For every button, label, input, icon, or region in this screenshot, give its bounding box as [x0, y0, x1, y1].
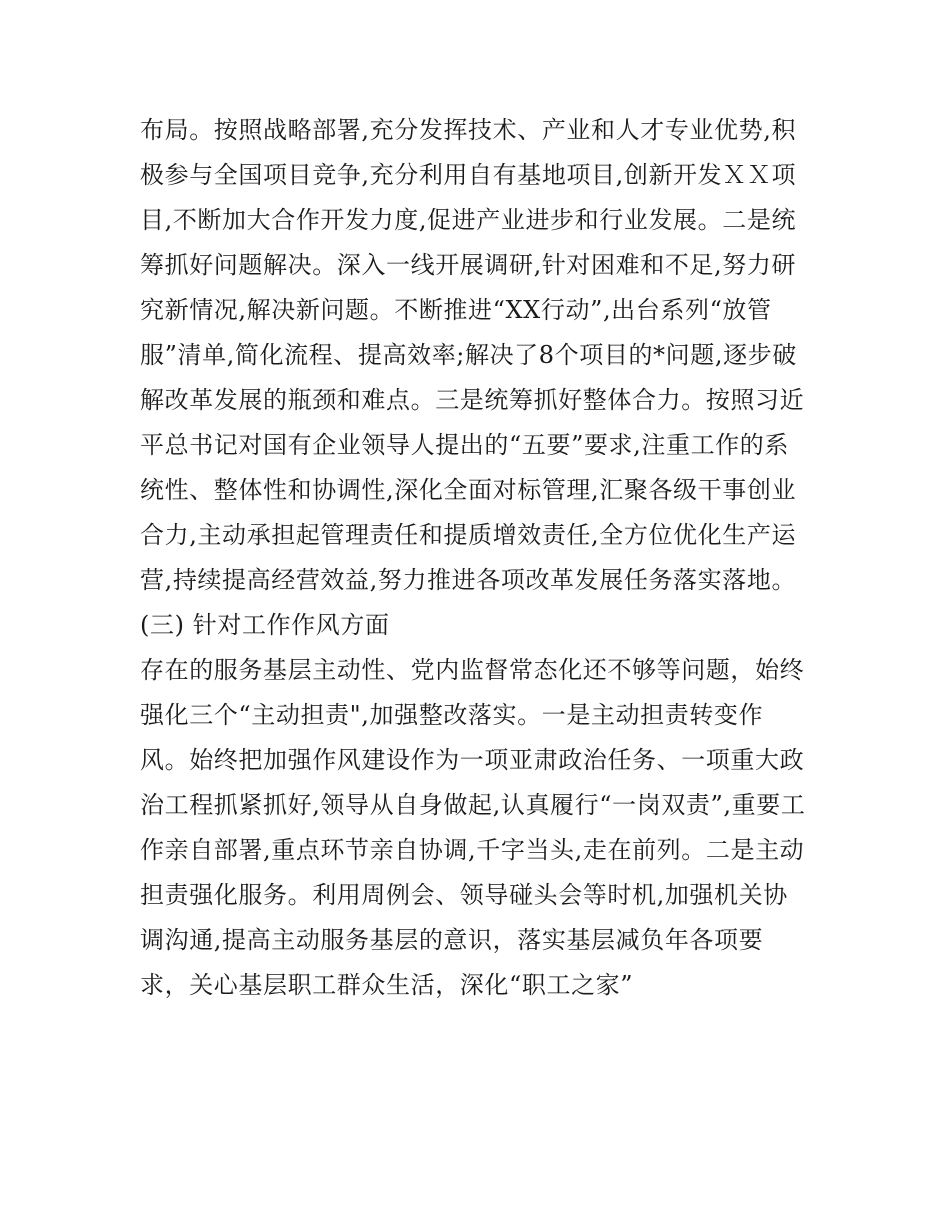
text-line: 筹抓好问题解决。深入一线开展调研,针对困难和不足,努力研	[140, 251, 797, 279]
text-line: 强化三个“主动担责",加强整改落实。一是主动担责转变作	[140, 701, 764, 729]
text-line: 平总书记对国有企业领导人提出的“五要”要求,注重工作的系	[140, 431, 789, 459]
text-line: 治工程抓紧抓好,领导从自身做起,认真履行“一岗双责”,重要工	[140, 791, 806, 819]
text-line: 布局。按照战略部署,充分发挥技术、产业和人才专业优势,积	[140, 116, 797, 144]
text-line: 目,不断加大合作开发力度,促进产业进步和行业发展。二是统	[140, 206, 797, 234]
document-body	[140, 108, 820, 1008]
text-line: 服”清单,简化流程、提高效率;解决了8个项目的*问题,逐步破	[140, 341, 797, 369]
text-line: 营,持续提高经营效益,努力推进各项改革发展任务落实落地。	[140, 566, 797, 594]
text-line: 求，关心基层职工群众生活，深化“职工之家”	[140, 971, 634, 999]
text-line: 合力,主动承担起管理责任和提质增效责任,全方位优化生产运	[140, 521, 797, 549]
text-line: 究新情况,解决新问题。不断推进“XX行动”,出台系列“放管	[140, 296, 772, 324]
text-line: 调沟通,提高主动服务基层的意识，落实基层减负年各项要	[140, 926, 764, 954]
text-line: 存在的服务基层主动性、党内监督常态化还不够等问题，始终	[140, 656, 805, 684]
section-heading: (三) 针对工作作风方面	[140, 611, 390, 639]
text-line: 解改革发展的瓶颈和难点。三是统筹抓好整体合力。按照习近	[140, 386, 805, 414]
text-line: 作亲自部署,重点环节亲自协调,千字当头,走在前列。二是主动	[140, 836, 805, 864]
text-line: 极参与全国项目竞争,充分利用自有基地项目,创新开发ＸＸ项	[140, 161, 797, 189]
text-line: 统性、整体性和协调性,深化全面对标管理,汇聚各级干事创业	[140, 476, 797, 504]
text-line: 风。始终把加强作风建设作为一项亚肃政治任务、一项重大政	[140, 746, 805, 774]
text-line: 担责强化服务。利用周例会、领导碰头会等时机,加强机关协	[140, 881, 788, 909]
